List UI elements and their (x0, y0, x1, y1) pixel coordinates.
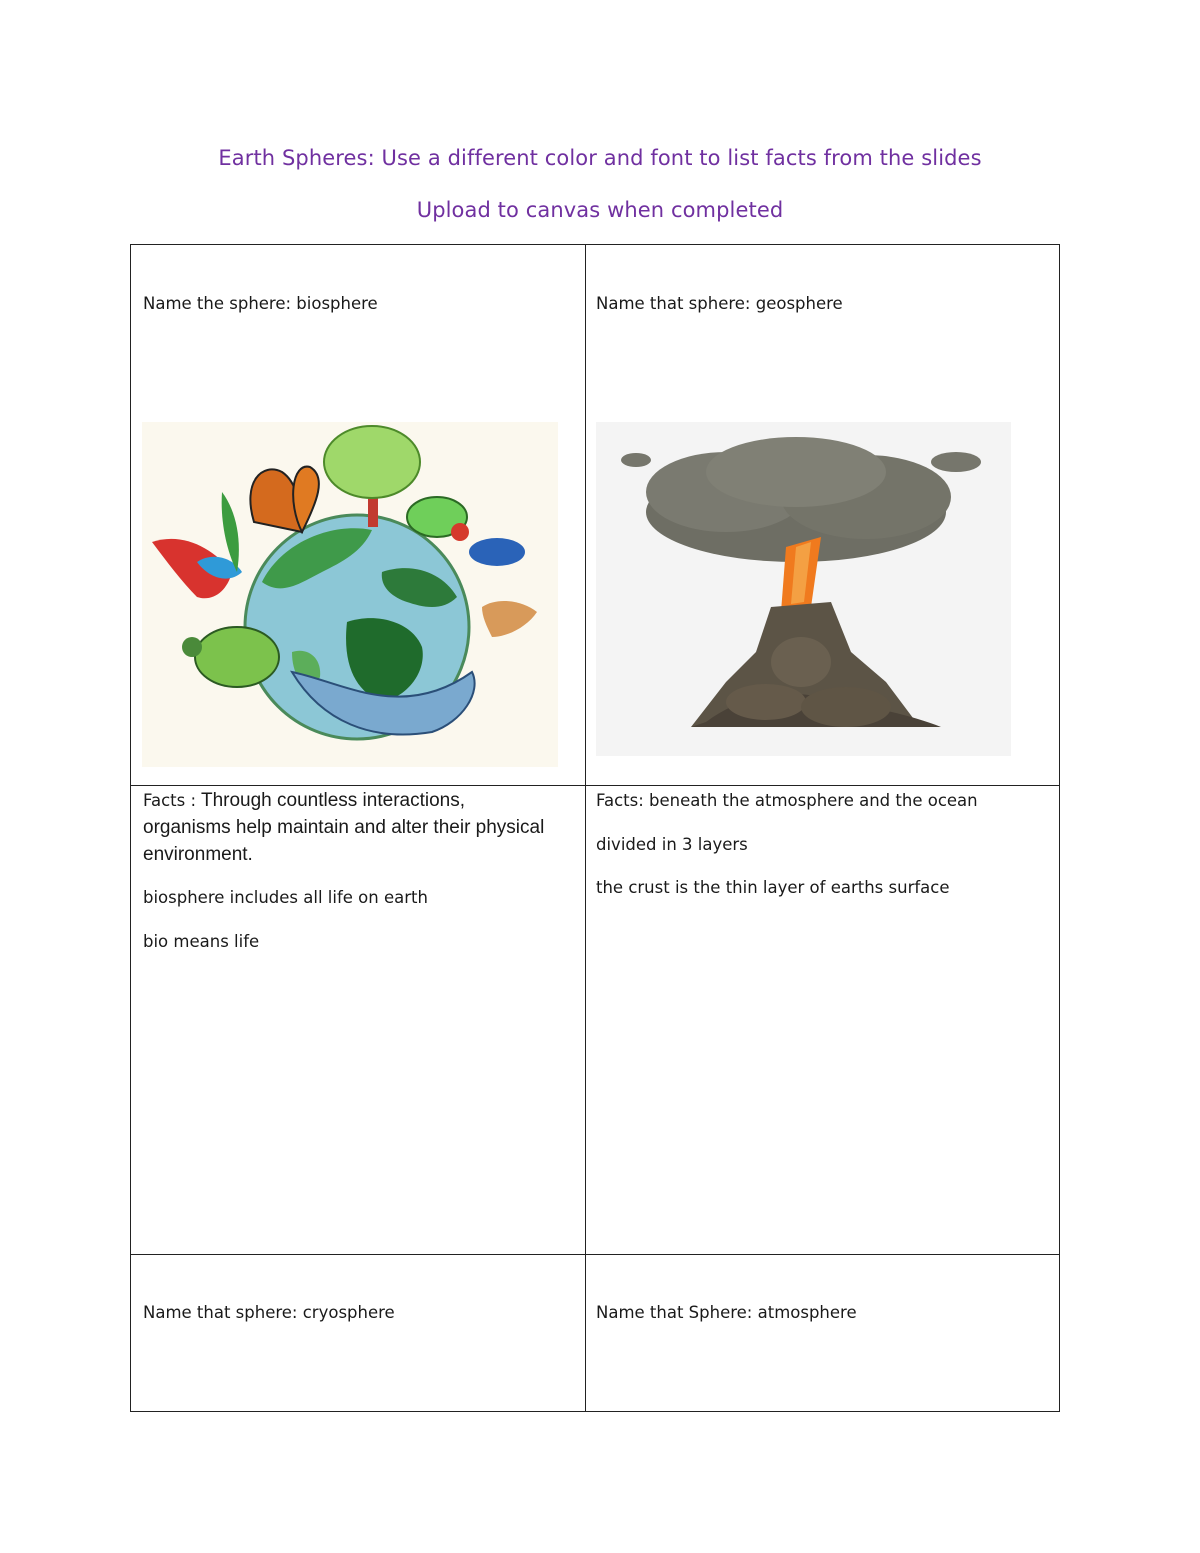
table-row-divider (131, 1254, 1059, 1255)
biosphere-facts (143, 787, 553, 868)
page-title: Earth Spheres: Use a different color and font to list facts from the slides (218, 146, 982, 170)
biosphere-name-label: Name the sphere: biosphere (143, 294, 378, 313)
biosphere-fact-item: bio means life (143, 932, 260, 951)
biosphere-facts-body: Through countless interactions, organisms help maintain and alter their physical environment. (143, 790, 545, 865)
table-row-divider (131, 785, 1059, 786)
geosphere-fact-item: the crust is the thin layer of earths surface (596, 878, 950, 897)
biosphere-facts-label: Facts : (143, 791, 197, 810)
geosphere-fact-item: divided in 3 layers (596, 835, 748, 854)
atmosphere-name-label: Name that Sphere: atmosphere (596, 1303, 857, 1322)
volcano-illustration-icon (596, 422, 1011, 756)
cryosphere-name-label: Name that sphere: cryosphere (143, 1303, 395, 1322)
biosphere-illustration-icon (142, 422, 558, 767)
geosphere-fact-item: Facts: beneath the atmosphere and the ocean (596, 791, 978, 810)
page-subtitle: Upload to canvas when completed (416, 198, 784, 222)
geosphere-name-label: Name that sphere: geosphere (596, 294, 843, 313)
biosphere-fact-item: biosphere includes all life on earth (143, 888, 428, 907)
table-column-divider (585, 245, 586, 1411)
